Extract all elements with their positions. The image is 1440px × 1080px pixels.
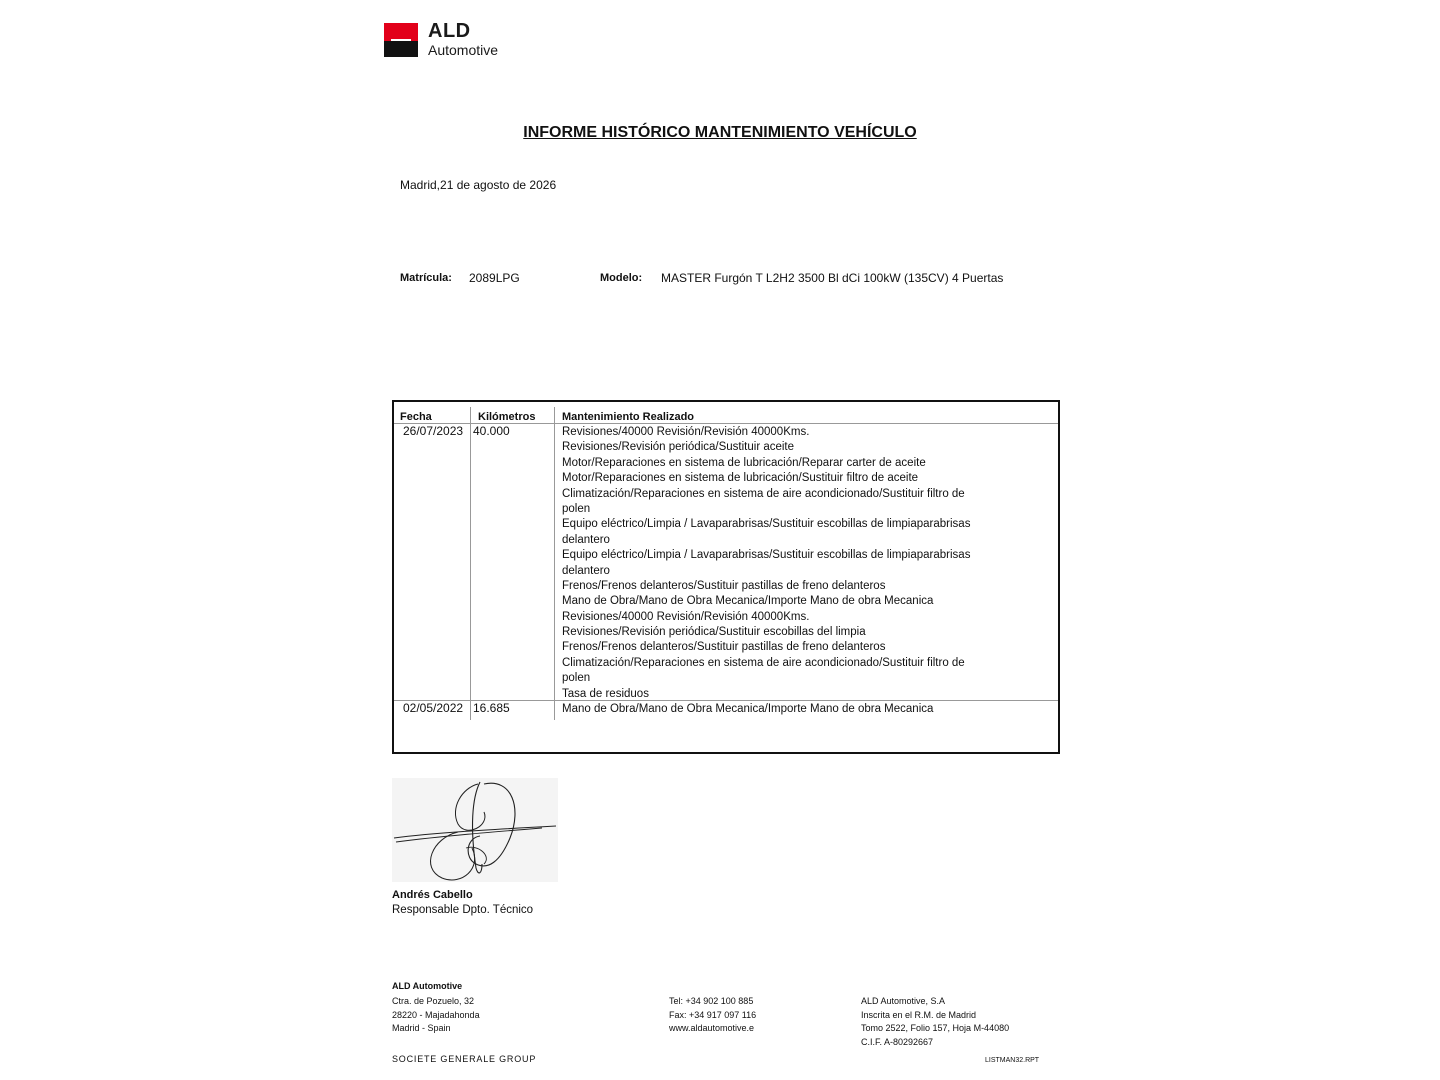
work-line: Motor/Reparaciones en sistema de lubricación/Sustituir filtro de aceite [562, 472, 919, 485]
plate-value: 2089LPG [469, 271, 520, 285]
work-line: Frenos/Frenos delanteros/Sustituir pastillas de freno delanteros [562, 579, 886, 592]
report-title: INFORME HISTÓRICO MANTENIMIENTO VEHÍCULO [523, 124, 917, 141]
footer-company: ALD Automotive [392, 981, 463, 991]
work-line: delantero [562, 533, 610, 546]
footer-legal-line: C.I.F. A-80292667 [861, 1037, 934, 1048]
report-date [400, 178, 556, 192]
footer-legal-line: Tomo 2522, Folio 157, Hoja M-44080 [861, 1023, 1010, 1034]
row-date: 02/05/2022 [403, 701, 464, 715]
footer-tel: Tel: +34 902 100 885 [669, 996, 754, 1006]
row-work-lines [562, 702, 933, 717]
footer-address [392, 995, 480, 1036]
work-line: Equipo eléctrico/Limpia / Lavaparabrisas/Sustituir escobillas de limpiaparabrisas [562, 549, 971, 562]
footer-website: www.aldautomotive.e [669, 1023, 755, 1034]
footer-legal-line: ALD Automotive, S.A [861, 996, 946, 1006]
row-work-lines [562, 425, 970, 702]
signer-role: Responsable Dpto. Técnico [392, 904, 534, 916]
report-date-value: 21 de agosto de 2026 [440, 178, 557, 192]
report-code: LISTMAN32.RPT [985, 1057, 1040, 1064]
logo-text-automotive: Automotive [428, 42, 499, 58]
work-line: Revisiones/40000 Revisión/Revisión 40000Kms. [562, 610, 810, 623]
signature-image [392, 778, 558, 882]
work-line: Equipo eléctrico/Limpia / Lavaparabrisas/Sustituir escobillas de limpiaparabrisas [562, 518, 971, 531]
report-place: Madrid, [400, 178, 441, 192]
row-km: 40.000 [473, 424, 510, 438]
work-line: Mano de Obra/Mano de Obra Mecanica/Importe Mano de obra Mecanica [562, 703, 934, 715]
plate-label: Matrícula: [400, 272, 452, 284]
work-line: Climatización/Reparaciones en sistema de aire acondicionado/Sustituir filtro de [562, 656, 965, 669]
work-line: Climatización/Reparaciones en sistema de aire acondicionado/Sustituir filtro de [562, 487, 965, 500]
footer-fax: Fax: +34 917 097 116 [669, 1009, 757, 1020]
work-line: Revisiones/Revisión periódica/Sustituir aceite [562, 441, 795, 454]
footer-address-line: Madrid - Spain [392, 1023, 451, 1034]
row-km: 16.685 [473, 701, 510, 715]
work-line: Mano de Obra/Mano de Obra Mecanica/Importe Mano de obra Mecanica [562, 595, 934, 608]
model-label: Modelo: [600, 272, 643, 284]
logo-text-ald: ALD [428, 20, 471, 42]
header-km: Kilómetros [478, 411, 536, 423]
signer-name: Andrés Cabello [392, 889, 473, 901]
work-line: Revisiones/40000 Revisión/Revisión 40000Kms. [562, 426, 810, 438]
work-line: Frenos/Frenos delanteros/Sustituir pastillas de freno delanteros [562, 641, 886, 654]
work-line: polen [562, 502, 591, 515]
footer-group: SOCIETE GENERALE GROUP [392, 1054, 537, 1064]
work-line: Tasa de residuos [562, 687, 649, 700]
footer-legal [861, 995, 1009, 1050]
header-work: Mantenimiento Realizado [562, 411, 695, 423]
footer-legal-line: Inscrita en el R.M. de Madrid [861, 1009, 977, 1020]
maintenance-table [392, 400, 1060, 754]
column-divider-1 [470, 407, 471, 720]
header-date: Fecha [400, 411, 432, 423]
work-line: polen [562, 672, 591, 685]
column-divider-2 [554, 407, 555, 720]
footer-address-line: 28220 - Majadahonda [392, 1009, 480, 1020]
footer-address-line: Ctra. de Pozuelo, 32 [392, 996, 475, 1006]
ald-logo-icon [384, 23, 418, 57]
work-line: Motor/Reparaciones en sistema de lubricación/Reparar carter de aceite [562, 456, 926, 469]
footer-contact [669, 995, 756, 1036]
work-line: delantero [562, 564, 610, 577]
model-value: MASTER Furgón T L2H2 3500 Bl dCi 100kW (135CV) 4 Puertas [661, 271, 1004, 285]
work-line: Revisiones/Revisión periódica/Sustituir escobillas del limpia [562, 626, 866, 639]
row-date: 26/07/2023 [403, 424, 464, 438]
